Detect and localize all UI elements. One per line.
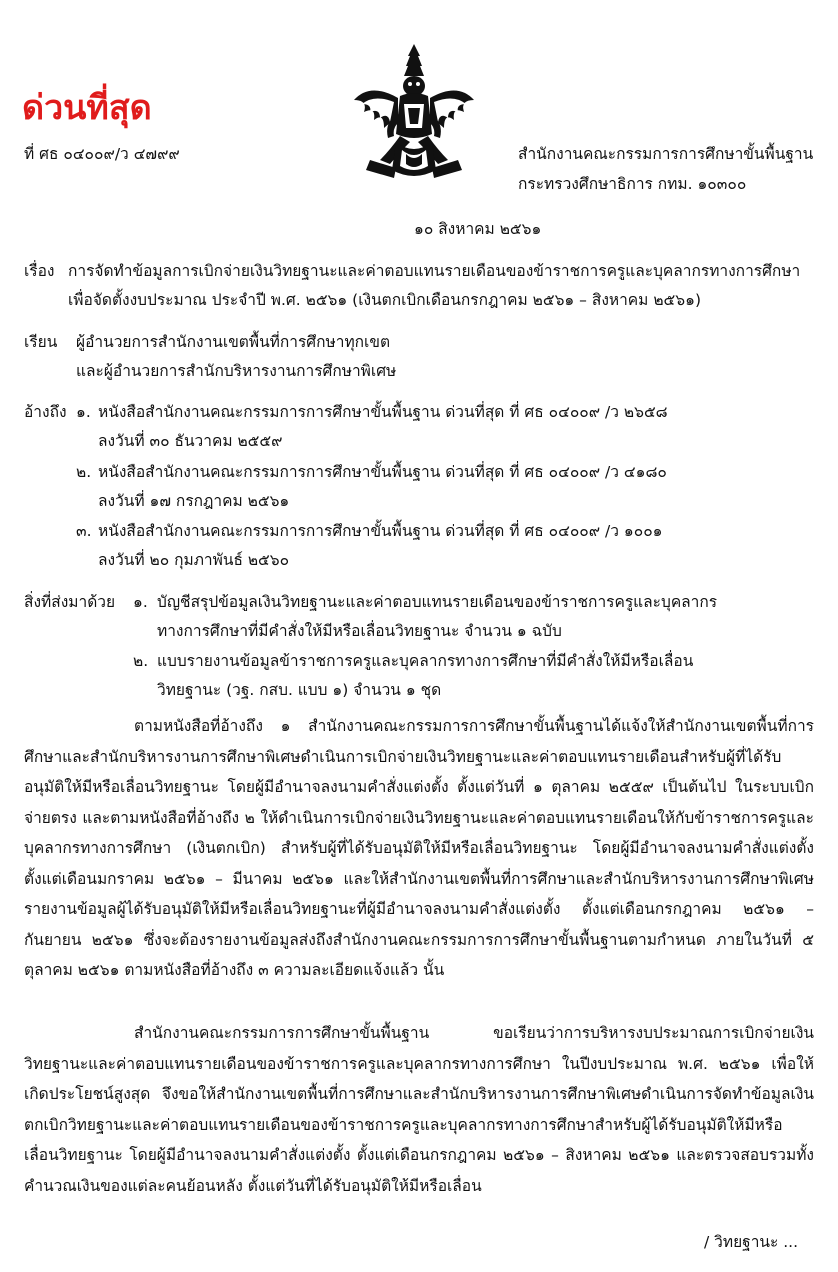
subject-label: เรื่อง xyxy=(24,262,55,280)
document-number: ที่ ศธ ๐๔๐๐๙/ว ๔๗๙๙ xyxy=(24,145,180,163)
reference-date: ลงวันที่ ๑๗ กรกฎาคม ๒๕๖๑ xyxy=(98,492,290,510)
reference-num: ๓. xyxy=(76,522,92,540)
document-date: ๑๐ สิงหาคม ๒๕๖๑ xyxy=(414,220,542,238)
enclosure-text: บัญชีสรุปข้อมูลเงินวิทยฐานะและค่าตอบแทนรายเดือนของข้าราชการครูและบุคลากร xyxy=(157,593,718,611)
issuing-address: กระทรวงศึกษาธิการ กทม. ๑๐๓๐๐ xyxy=(518,175,747,193)
reference-text: หนังสือสำนักงานคณะกรรมการการศึกษาขั้นพื้นฐาน ด่วนที่สุด ที่ ศธ ๐๔๐๐๙ /ว ๔๑๘๐ xyxy=(98,463,667,481)
reference-text: หนังสือสำนักงานคณะกรรมการการศึกษาขั้นพื้นฐาน ด่วนที่สุด ที่ ศธ ๐๔๐๐๙ /ว ๑๐๐๑ xyxy=(98,522,663,540)
body-paragraph-2: สำนักงานคณะกรรมการการศึกษาขั้นพื้นฐาน ขอเรียนว่าการบริหารงบประมาณการเบิกจ่ายเงินวิทยฐานะและค่าตอบแทนรายเดือนของข้าราชการครูและบุคลากรทางการศึกษา ในปีงบประมาณ พ.ศ. ๒๕๖๑ เพื่อให้เกิดประโยชน์สูงสุด จึงขอให้สำนักงานเขตพื้นที่การศึกษาและสำนักบริหารงานการศึกษาพิเศษดำเนินการจัดทำข้อมูลเงินตกเบิกวิทยฐานะและค่าตอบแทนรายเดือนของข้าราชการครูและบุคลากรทางการศึกษาสำหรับผู้ได้รับอนุมัติให้มีหรือเลื่อนวิทยฐานะ โดยผู้มีอำนาจลงนามคำสั่งแต่งตั้ง ตั้งแต่เดือนกรกฎาคม ๒๕๖๑ – สิงหาคม ๒๕๖๑ และตรวจสอบรวมทั้งคำนวณเงินของแต่ละคนย้อนหลัง ตั้งแต่วันที่ได้รับอนุมัติให้มีหรือเลื่อน xyxy=(24,1024,814,1195)
reference-date: ลงวันที่ ๒๐ กุมภาพันธ์ ๒๕๖๐ xyxy=(98,551,290,569)
subject-line-1: การจัดทำข้อมูลการเบิกจ่ายเงินวิทยฐานะและค่าตอบแทนรายเดือนของข้าราชการครูและบุคลากรทางการศึกษา xyxy=(68,262,801,280)
enclosure-label: สิ่งที่ส่งมาด้วย xyxy=(24,593,116,611)
issuing-office: สำนักงานคณะกรรมการการศึกษาขั้นพื้นฐาน xyxy=(518,145,814,163)
continuation-marker: / วิทยฐานะ ... xyxy=(704,1233,799,1251)
enclosure-num: ๒. xyxy=(133,652,149,670)
enclosure-text: วิทยฐานะ (วฐ. กสบ. แบบ ๑) จำนวน ๑ ชุด xyxy=(157,681,442,699)
subject-line-2: เพื่อจัดตั้งงบประมาณ ประจำปี พ.ศ. ๒๕๖๑ (เงินตกเบิกเดือนกรกฎาคม ๒๕๖๑ – สิงหาคม ๒๕๖๑) xyxy=(68,291,701,309)
body-paragraph-1: ตามหนังสือที่อ้างถึง ๑ สำนักงานคณะกรรมการการศึกษาขั้นพื้นฐานได้แจ้งให้สำนักงานเขตพื้นที่การศึกษาและสำนักบริหารงานการศึกษาพิเศษดำเนินการเบิกจ่ายเงินวิทยฐานะและค่าตอบแทนรายเดือนสำหรับผู้ที่ได้รับอนุมัติให้มีหรือเลื่อนวิทยฐานะ โดยผู้มีอำนาจลงนามคำสั่งแต่งตั้ง ตั้งแต่วันที่ ๑ ตุลาคม ๒๕๕๙ เป็นต้นไป ในระบบเบิกจ่ายตรง และตามหนังสือที่อ้างถึง ๒ ให้ดำเนินการเบิกจ่ายเงินวิทยฐานะและค่าตอบแทนรายเดือนให้กับข้าราชการครูและบุคลากรทางการศึกษา (เงินตกเบิก) สำหรับผู้ที่ได้รับอนุมัติให้มีหรือเลื่อนวิทยฐานะ โดยผู้มีอำนาจลงนามคำสั่งแต่งตั้ง ตั้งแต่เดือนมกราคม ๒๕๖๑ – มีนาคม ๒๕๖๑ และให้สำนักงานเขตพื้นที่การศึกษาและสำนักบริหารงานการศึกษาพิเศษ รายงานข้อมูลผู้ได้รับอนุมัติให้มีหรือเลื่อนวิทยฐานะที่ผู้มีอำนาจลงนามคำสั่งแต่งตั้ง ตั้งแต่เดือนกรกฎาคม ๒๕๖๑ – กันยายน ๒๕๖๑ ซึ่งจะต้องรายงานข้อมูลส่งถึงสำนักงานคณะกรรมการการศึกษาขั้นพื้นฐานตามกำหนด ภายในวันที่ ๕ ตุลาคม ๒๕๖๑ ตามหนังสือที่อ้างถึง ๓ ความละเอียดแจ้งแล้ว นั้น xyxy=(24,717,814,979)
enclosure-num: ๑. xyxy=(133,593,148,611)
urgency-stamp: ด่วนที่สุด xyxy=(22,88,152,128)
garuda-emblem xyxy=(350,42,478,182)
enclosure-text: แบบรายงานข้อมูลข้าราชการครูและบุคลากรทางการศึกษาที่มีคำสั่งให้มีหรือเลื่อน xyxy=(157,652,694,670)
enclosure-text: ทางการศึกษาที่มีคำสั่งให้มีหรือเลื่อนวิทยฐานะ จำนวน ๑ ฉบับ xyxy=(157,622,562,640)
reference-label: อ้างถึง xyxy=(24,403,67,421)
recipient-line-2: และผู้อำนวยการสำนักบริหารงานการศึกษาพิเศษ xyxy=(76,362,397,380)
recipient-line-1: ผู้อำนวยการสำนักงานเขตพื้นที่การศึกษาทุกเขต xyxy=(76,333,391,351)
recipient-label: เรียน xyxy=(24,333,58,351)
reference-date: ลงวันที่ ๓๐ ธันวาคม ๒๕๕๙ xyxy=(98,432,283,450)
reference-text: หนังสือสำนักงานคณะกรรมการการศึกษาขั้นพื้นฐาน ด่วนที่สุด ที่ ศธ ๐๔๐๐๙ /ว ๒๖๕๘ xyxy=(98,403,668,421)
reference-num: ๒. xyxy=(76,463,92,481)
reference-num: ๑. xyxy=(76,403,91,421)
